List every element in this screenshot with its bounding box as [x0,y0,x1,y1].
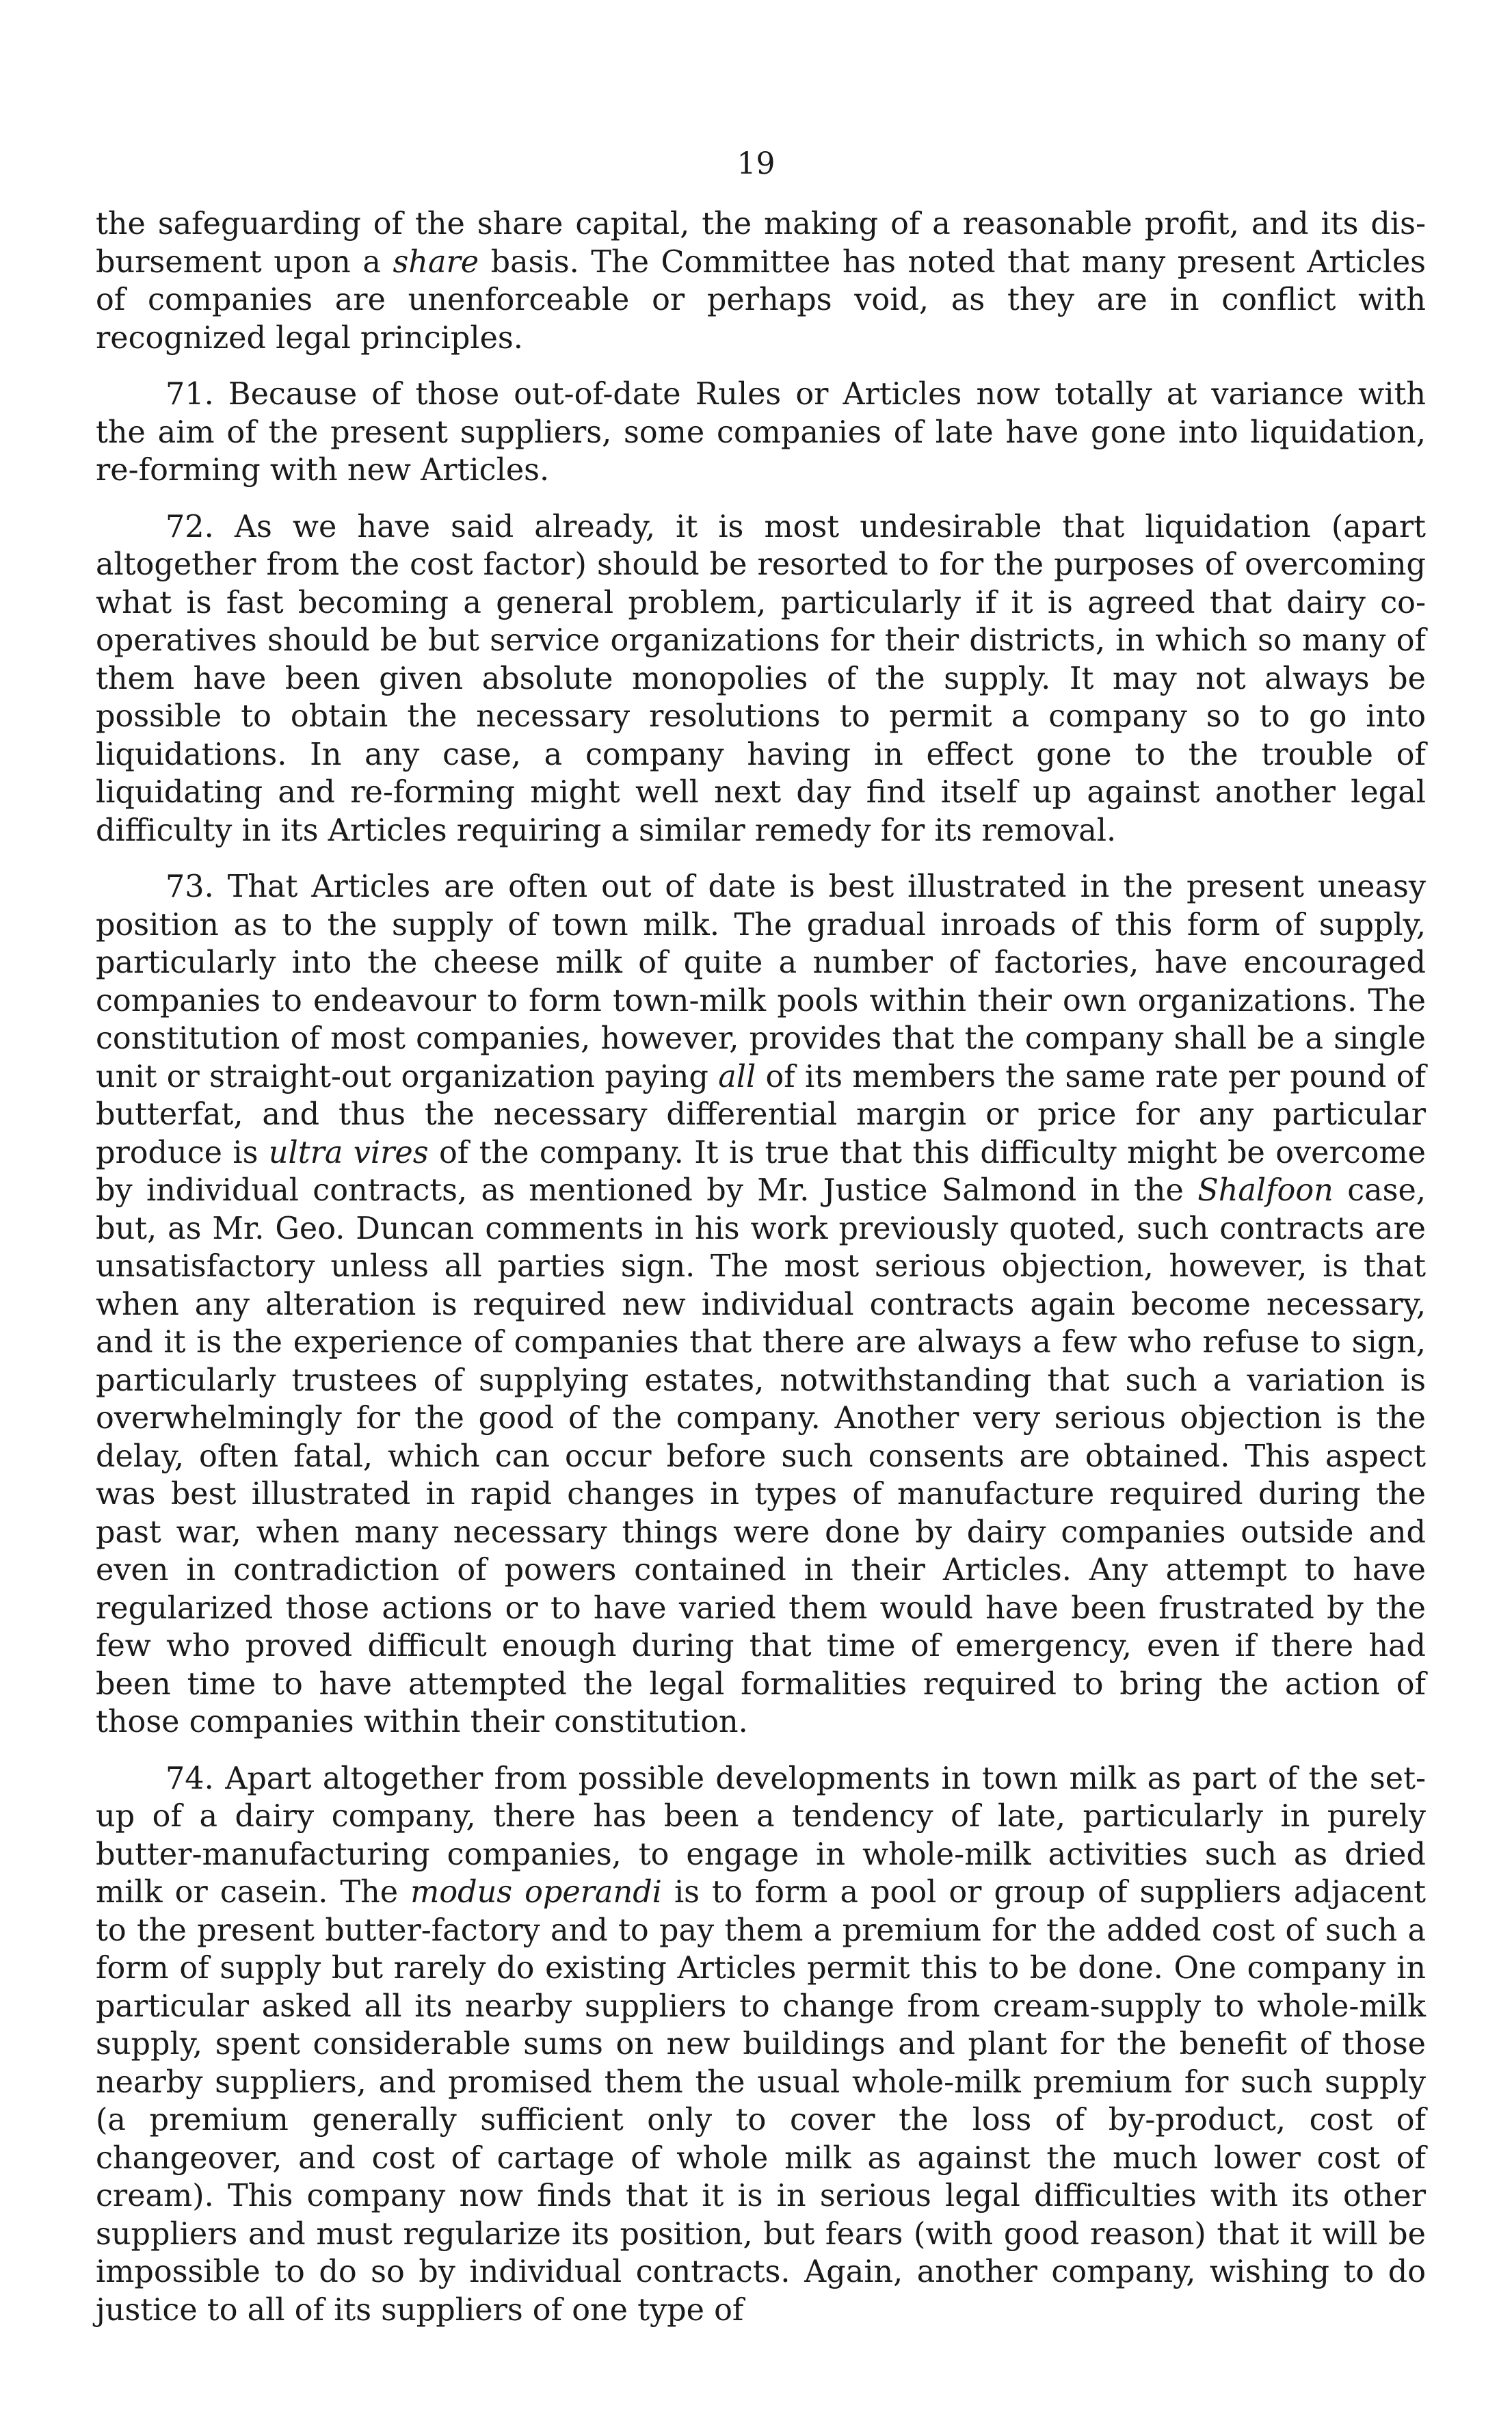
paragraph-number: 73. [165,869,214,904]
page-number: 19 [737,146,775,181]
paragraph [96,205,1426,357]
paragraph-text: case, but, as Mr. Geo. Duncan comments in his work previously quoted, such contracts are unsatisfactory unless all parties sign. The most serious objection, however, is that when any alteration is required new individual contracts again become necessary, and it is the experience of companies that there are always a few who refuse to sign, particularly trustees of supplying estates, notwithstanding that such a variation is overwhelmingly for the good of the company. Another very serious objection is the delay, often fatal, which can occur before such consents are obtained. This aspect was best illustrated in rapid changes in types of manufacture required during the past war, when many necessary things were done by dairy companies outside and even in contradiction of powers contained in their Articles. Any attempt to have regularized those actions or to have varied them would have been frustrated by the few who proved difficult enough during that time of emergency, even if there had been time to have attempted the legal formalities required to bring the action of those companies within their constitution. [96,1173,1426,1739]
paragraph-number: 71. [165,377,214,412]
italic-text: all [718,1059,756,1094]
body-text [96,205,1426,2348]
paragraph-number: 74. [165,1761,214,1796]
paragraph-text: is to form a pool or group of suppliers adjacent to the present butter-factory and to pay them a premium for the added cost of such a form of supply but rarely do existing Articles permit this to be done. One company in particular asked all its nearby suppliers to change from cream-supply to whole-milk supply, spent considerable sums on new buildings and plant for the benefit of those nearby suppliers, and promised them the usual whole-milk premium for such supply (a premium generally sufficient only to cover the loss of by-product, cost of changeover, and cost of cartage of whole milk as against the much lower cost of cream). This company now finds that it is in serious legal difficulties with its other suppliers and must regularize its position, but fears (with good reason) that it will be impossible to do so by individual contracts. Again, another company, wishing to do justice to all of its suppliers of one type of [96,1875,1426,2328]
paragraph-text: of the company. It is true that this difficulty might be overcome by individual contracts, as mentioned by Mr. Justice Salmond in the [96,1135,1426,1208]
italic-text: modus operandi [410,1875,662,1910]
paragraph-text: of its members the same rate per pound of butterfat, and thus the necessary differential margin or price for any particular produce is [96,1059,1426,1170]
paragraph-text: basis. The Committee has noted that many present Articles of companies are unenforceable or perhaps void, as they are in conflict with recognized legal principles. [96,244,1426,356]
italic-text: ultra vires [268,1135,429,1170]
paragraph [96,508,1426,850]
paragraph-text: Apart altogether from possible developments in town milk as part of the set-up of a dairy company, there has been a tendency of late, particularly in purely butter-manufacturing companies, to engage in whole-milk activities such as dried milk or casein. The [96,1761,1426,1910]
paragraph [96,1760,1426,2330]
paragraph-number: 72. [165,509,214,544]
italic-text: Shalfoon [1197,1173,1334,1208]
paragraph-text: As we have said already, it is most undesirable that liquidation (apart altogether from the cost factor) should be resorted to for the purposes of overcoming what is fast becoming a general problem, particularly if it is agreed that dairy co-operatives should be but service organizations for their districts, in which so many of them have been given absolute monopolies of the supply. It may not always be possible to obtain the necessary resolutions to permit a company so to go into liquidations. In any case, a company having in effect gone to the trouble of liquidating and re-forming might well next day find itself up against another legal difficulty in its Articles requiring a similar remedy for its removal. [96,509,1426,848]
italic-text: share [393,244,479,280]
paragraph-text: Because of those out-of-date Rules or Articles now totally at variance with the aim of the present suppliers, some companies of late have gone into liquidation, re-forming with new Articles. [96,377,1426,488]
paragraph-text: the safeguarding of the share capital, the making of a reasonable profit, and its disbursement upon a [96,207,1426,280]
paragraph [96,868,1426,1742]
paragraph [96,376,1426,490]
paragraph-text: That Articles are often out of date is best illustrated in the present uneasy position as to the supply of town milk. The gradual inroads of this form of supply, particularly into the cheese milk of quite a number of factories, have encouraged companies to endeavour to form town-milk pools within their own organizations. The constitution of most companies, however, provides that the company shall be a single unit or straight-out organization paying [96,869,1426,1094]
